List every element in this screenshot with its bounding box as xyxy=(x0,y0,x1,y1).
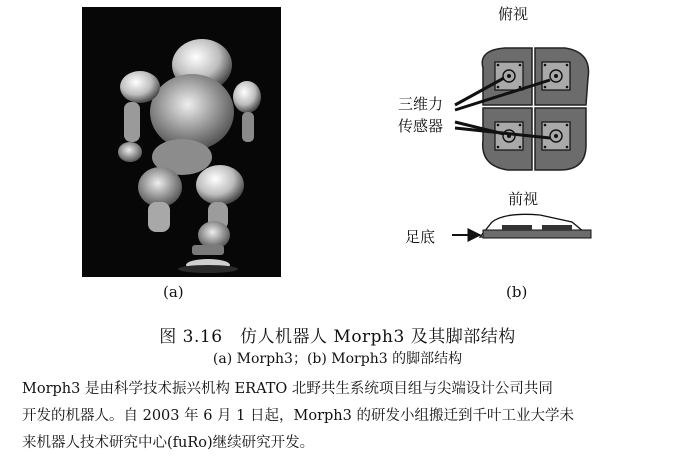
sensor-label-line1: 三维力 xyxy=(398,95,444,113)
top-view-label: 俯视 xyxy=(498,5,529,23)
robot-photo xyxy=(82,7,281,277)
body-line-3: 来机器人技术研究中心(fuRo)继续研究开发。 xyxy=(22,435,315,451)
sole-label: 足底 xyxy=(405,228,436,246)
figure-subtitle: (a) Morph3；(b) Morph3 的脚部结构 xyxy=(212,351,463,367)
panel-b-caption: (b) xyxy=(506,283,528,301)
front-view-label: 前视 xyxy=(508,190,539,208)
figure-title: 图 3.16 仿人机器人 Morph3 及其脚部结构 xyxy=(159,327,516,347)
body-line-2: 开发的机器人。自 2003 年 6 月 1 日起，Morph3 的研发小组搬迁到千叶工业大学未 xyxy=(22,408,574,424)
body-paragraph xyxy=(22,376,662,457)
panel-a-caption: (a) xyxy=(163,283,184,301)
sensor-label-line2: 传感器 xyxy=(398,117,444,135)
body-line-1: Morph3 是由科学技术振兴机构 ERATO 北野共生系统项目组与尖端设计公司共同 xyxy=(22,381,553,397)
foot-structure-diagram xyxy=(380,0,645,280)
